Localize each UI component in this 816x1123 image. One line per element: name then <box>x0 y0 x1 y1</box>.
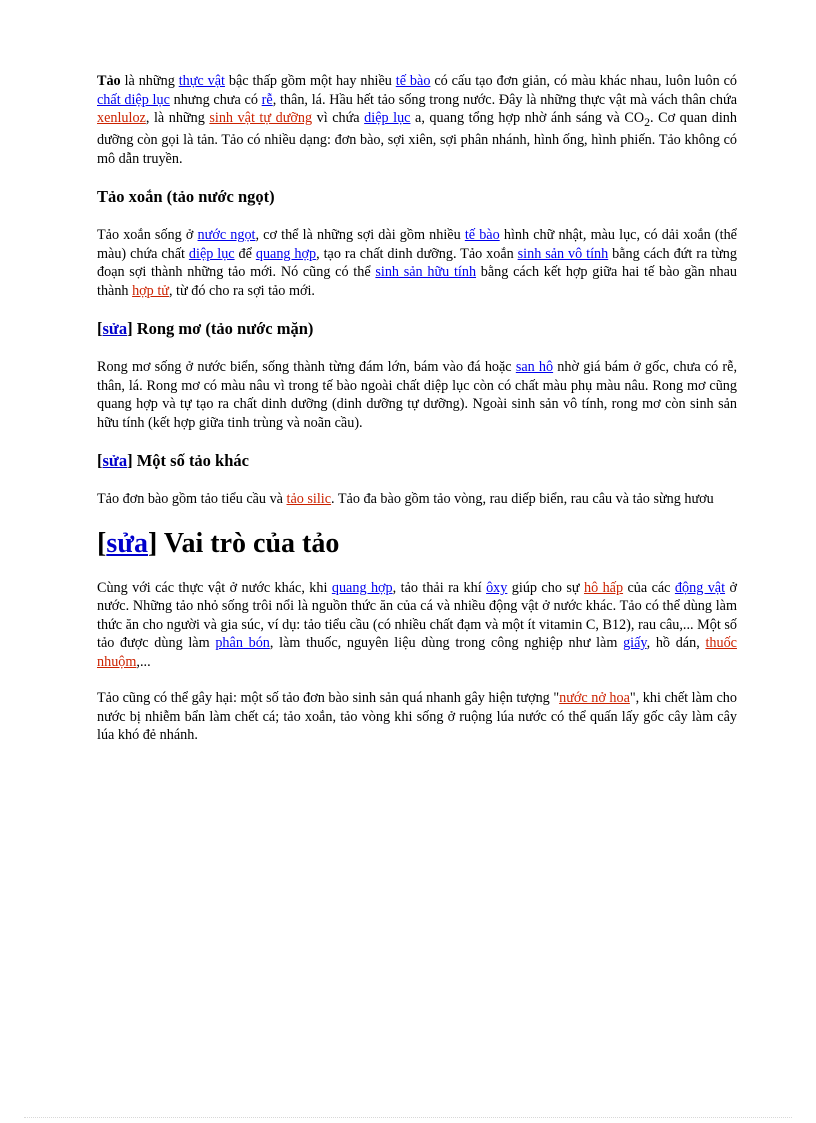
mot-so-tao-paragraph <box>97 490 737 509</box>
link-thuc-vat[interactable]: thực vật <box>178 73 225 89</box>
link-quang-hop[interactable]: quang hợp <box>331 579 393 596</box>
article-body <box>97 72 737 763</box>
link-diep-luc[interactable]: diệp lục <box>188 245 235 262</box>
heading-rong-mo <box>97 318 737 340</box>
link-oxy[interactable]: ôxy <box>486 579 508 596</box>
text: Tảo đơn bào gồm tảo tiểu cầu và <box>97 491 287 508</box>
tac-hai-paragraph <box>97 689 737 745</box>
text: Tảo cũng có thể gây hại: một số tảo đơn bào sinh sản quá nhanh gây hiện tượng " <box>97 690 560 707</box>
tao-xoan-paragraph <box>97 226 737 300</box>
link-ho-hap[interactable]: hô hấp <box>583 579 624 596</box>
text: Tảo xoắn sống ở <box>97 227 198 244</box>
link-nuoc-ngot[interactable]: nước ngọt <box>197 227 256 244</box>
link-tao-silic[interactable]: tảo silic <box>286 491 332 508</box>
text: ở nước. Những tảo nhỏ sống trôi nổi là nguồn thức ăn của cá và nhiều động vật ở nước khác. Tảo có thể dùng làm thức ăn cho người và gia súc, ví dụ: tảo tiểu cầu (có nhiều chất đạm và một ít vitamin C, B12), rau câu,... Một số tảo được dùng làm <box>97 579 737 652</box>
link-giay[interactable]: giấy <box>623 635 647 652</box>
heading-text: Rong mơ (tảo nước mặn) <box>132 319 314 339</box>
text: , tạo ra chất dinh dưỡng. Tảo xoắn <box>316 245 518 262</box>
text: vì chứa <box>312 110 365 126</box>
text: là những <box>120 73 179 89</box>
heading-vai-tro <box>97 527 737 561</box>
link-nuoc-no-hoa[interactable]: nước nở hoa <box>559 690 630 707</box>
text: , thân, lá. Hầu hết tảo sống trong nước. Đây là những thực vật mà vách thân chứa <box>272 91 737 108</box>
link-sinh-vat-tu-duong[interactable]: sinh vật tự dưỡng <box>209 110 313 126</box>
bracket: ] <box>148 527 158 559</box>
subscript: 2 <box>644 114 651 129</box>
link-te-bao[interactable]: tế bào <box>464 227 500 244</box>
link-phan-bon[interactable]: phân bón <box>215 635 270 652</box>
text: , làm thuốc, nguyên liệu dùng trong công nghiệp như làm <box>269 635 624 652</box>
heading-text: Một số tảo khác <box>132 451 249 471</box>
bracket: [ <box>97 451 103 471</box>
link-san-ho[interactable]: san hô <box>515 359 554 376</box>
text: bậc thấp gồm một hay nhiều <box>224 73 396 89</box>
text: ,... <box>136 653 151 670</box>
page-bottom-divider <box>24 1117 792 1118</box>
vai-tro-paragraph <box>97 579 737 672</box>
text: để <box>234 245 256 262</box>
text: , là những <box>145 110 210 126</box>
text: nhưng chưa có <box>169 91 262 108</box>
link-dong-vat[interactable]: động vật <box>674 579 726 596</box>
text: có cấu tạo đơn giản, có màu khác nhau, luôn luôn có <box>430 73 737 89</box>
heading-text: Vai trò của tảo <box>157 527 340 559</box>
edit-link[interactable]: sửa <box>102 319 128 339</box>
text: ", khi chết làm cho nước bị nhiễm bẩn làm chết cá; tảo xoắn, tảo vòng khi sống ở ruộng lúa nước có thể quấn lấy gốc cây làm cây lúa khó đẻ nhánh. <box>97 690 737 744</box>
text: , cơ thể là những sợi dài gồm nhiều <box>255 227 465 244</box>
text: . Cơ quan dinh dưỡng còn gọi là tản. Tảo có nhiều dạng: đơn bào, sợi xiên, sợi phân nhánh, hình ống, hình phiến. Tảo không có mô dẫn truyền. <box>97 110 737 167</box>
text: hình chữ nhật, màu lục, có dải xoắn (thể màu) chứa chất <box>97 227 737 262</box>
link-te-bao[interactable]: tế bào <box>395 73 431 89</box>
link-diep-luc[interactable]: diệp lục <box>364 110 411 126</box>
rong-mo-paragraph <box>97 358 737 432</box>
text: Rong mơ sống ở nước biển, sống thành từng đám lớn, bám vào đá hoặc <box>97 359 516 376</box>
text: Cùng với các thực vật ở nước khác, khi <box>97 579 332 596</box>
text: nhờ giá bám ở gốc, chưa có rễ, thân, lá. Rong mơ có màu nâu vì trong tế bào ngoài chất diệp lục còn có chất màu phụ màu nâu. Rong mơ cũng quang hợp và tự tạo ra chất dinh dưỡng (dinh dưỡng tự dưỡng). Ngoài sinh sản vô tính, rong mơ còn sinh sản hữu tính (kết hợp giữa tinh trùng và noãn cầu). <box>97 359 737 431</box>
bracket: [ <box>97 319 103 339</box>
text: bằng cách kết hợp giữa hai tế bào gần nhau thành <box>97 264 737 299</box>
text: , tảo thải ra khí <box>392 579 487 596</box>
text: giúp cho sự <box>507 579 584 596</box>
link-chat-diep-luc[interactable]: chất diệp lục <box>97 91 170 108</box>
link-re[interactable]: rễ <box>261 91 273 108</box>
link-sinh-san-huu-tinh[interactable]: sinh sản hữu tính <box>375 264 477 281</box>
link-sinh-san-vo-tinh[interactable]: sinh sản vô tính <box>517 245 609 262</box>
link-xenluloz[interactable]: xenluloz <box>97 110 146 126</box>
intro-paragraph <box>97 72 737 168</box>
text: của các <box>623 579 675 596</box>
heading-tao-xoan: Tảo xoắn (tảo nước ngọt) <box>97 187 275 207</box>
heading-mot-so-tao-khac <box>97 450 737 472</box>
bracket: ] <box>127 451 133 471</box>
bracket: [ <box>97 527 107 559</box>
edit-link[interactable]: sửa <box>102 451 128 471</box>
bracket: ] <box>127 319 133 339</box>
text: bằng cách đứt ra từng đoạn sợi thành những tảo mới. Nó cũng có thể <box>97 245 737 281</box>
edit-link[interactable]: sửa <box>106 527 149 559</box>
intro-bold-term: Tảo <box>97 73 121 89</box>
link-quang-hop[interactable]: quang hợp <box>255 245 317 262</box>
text: . Tảo đa bào gồm tảo vòng, rau diếp biển, rau câu và tảo sừng hươu <box>331 491 714 508</box>
text: a, quang tổng hợp nhờ ánh sáng và CO <box>410 110 645 126</box>
text: , từ đó cho ra sợi tảo mới. <box>168 282 315 299</box>
link-hop-tu[interactable]: hợp tử <box>132 282 169 299</box>
text: , hồ dán, <box>646 635 706 652</box>
link-thuoc-nhuom[interactable]: thuốc nhuộm <box>97 635 737 670</box>
